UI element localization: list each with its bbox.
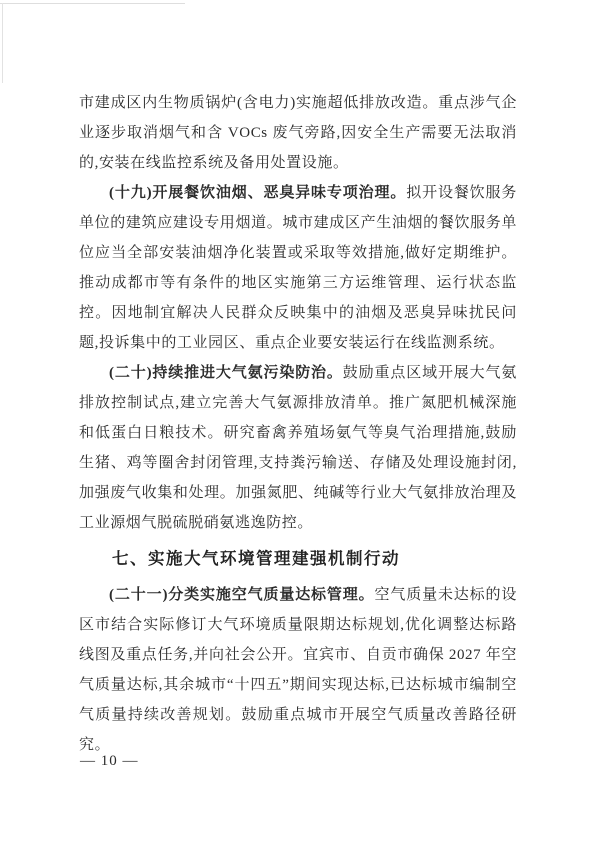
document-body (79, 88, 517, 760)
scan-edge-artifact (2, 3, 3, 83)
scan-edge-artifact (0, 3, 185, 4)
paragraph-item-19 (79, 178, 517, 358)
paragraph-item-21-text: 空气质量未达标的设区市结合实际修订大气环境质量限期达标规划,优化调整达标路线图及重点任务,并向社会公开。宜宾市、自贡市确保 2027 年空气质量达标,其余城市“十四五”期间实现达标,已达标城市编制空气质量持续改善规划。鼓励重点城市开展空气质量改善路径研究。 (79, 587, 517, 753)
page-number: — 10 — (80, 753, 139, 769)
section-heading: 七、实施大气环境管理建强机制行动 (112, 550, 400, 568)
paragraph-item-20-text: 鼓励重点区域开展大气氨排放控制试点,建立完善大气氨源排放清单。推广氮肥机械深施和低蛋白日粮技术。研究畜禽养殖场氨气等臭气治理措施,鼓励生猪、鸡等圈舍封闭管理,支持粪污输送、存储及处理设施封闭,加强废气收集和处理。加强氮肥、纯碱等行业大气氨排放治理及工业源烟气脱硫脱硝氨逃逸防控。 (79, 365, 517, 531)
paragraph-item-19-text: 拟开设餐饮服务单位的建筑应建设专用烟道。城市建成区产生油烟的餐饮服务单位应当全部安装油烟净化装置或采取等效措施,做好定期维护。推动成都市等有条件的地区实施第三方运维管理、运行状态监控。因地制宜解决人民群众反映集中的油烟及恶臭异味扰民问题,投诉集中的工业园区、重点企业要安装运行在线监测系统。 (79, 185, 518, 351)
paragraph-item-21 (79, 580, 517, 760)
paragraph-item-20 (79, 358, 517, 538)
paragraph-item-21-lead: (二十一)分类实施空气质量达标管理。 (109, 587, 375, 603)
paragraph-continuation: 市建成区内生物质锅炉(含电力)实施超低排放改造。重点涉气企业逐步取消烟气和含 VOCs 废气旁路,因安全生产需要无法取消的,安装在线监控系统及备用处置设施。 (79, 95, 517, 171)
paragraph-item-19-lead: (十九)开展餐饮油烟、恶臭异味专项治理。 (109, 185, 407, 201)
paragraph-item-20-lead: (二十)持续推进大气氨污染防治。 (109, 365, 343, 381)
